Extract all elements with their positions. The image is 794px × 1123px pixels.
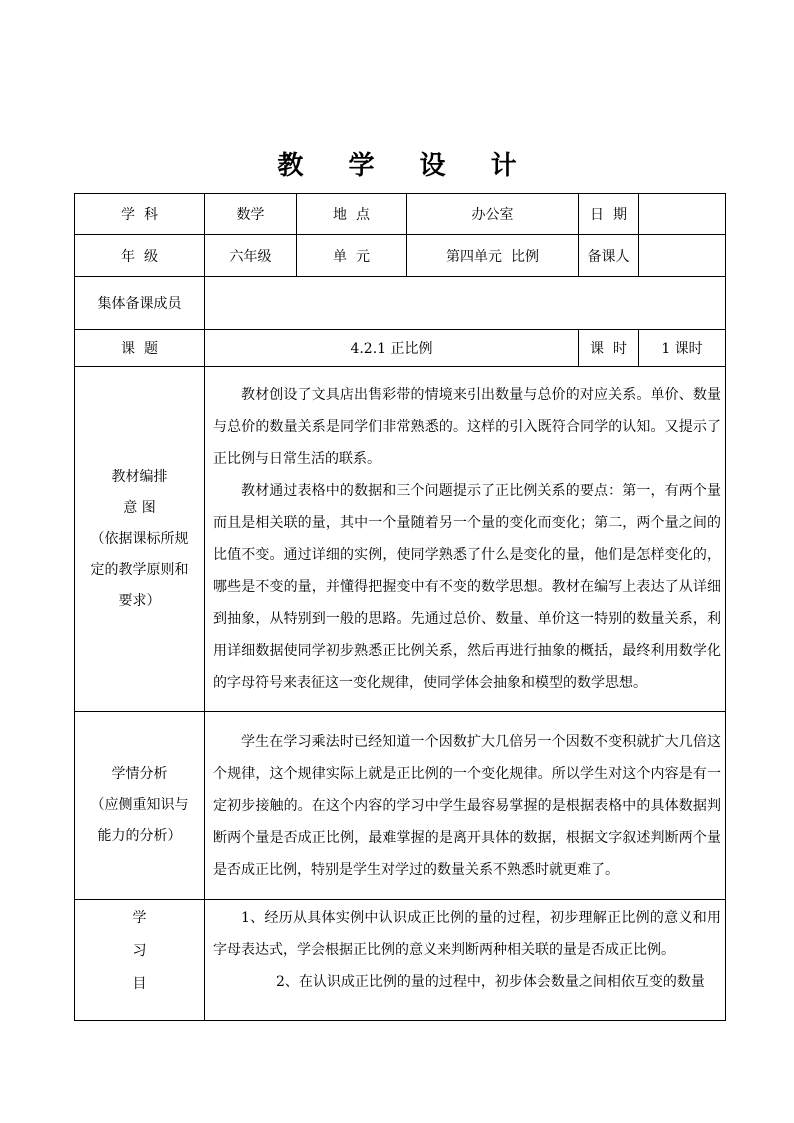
paragraph: 学生在学习乘法时已经知道一个因数扩大几倍另一个因数不变积就扩大几倍这个规律，这个规律实际上就是正比例的一个变化规律。所以学生对这个内容是有一定初步接触的。在这个内容的学习中学生最容易掌握的是根据表格中的具体数据判断两个量是否成正比例，最难掌握的是离开具体的数据，根据文字叙述判断两个量是否成正比例，特别是学生对学过的数量关系不熟悉时就更难了。: [213, 733, 721, 878]
paragraph: 2、在认识成正比例的量的过程中，初步体会数量之间相依互变的数量: [276, 974, 705, 990]
label-line: 能力的分析）: [97, 828, 182, 844]
period-label: 课 时: [579, 330, 639, 367]
paragraph: 教材通过表格中的数据和三个问题提示了正比例关系的要点：第一，有两个量而且是相关联的量，其中一个量随着另一个量的变化而变化；第二，两个量之间的比值不变。通过详细的实例，使同学熟悉了什么是变化的量，他们是怎样变化的，哪些是不变的量，并懂得把握变中有不变的数学思想。教材在编写上表达了从详细到抽象，从特别到一般的思路。先通过总价、数量、单价这一特别的数量关系，利用详细数据使同学初步熟悉正比例关系，然后再进行抽象的概括，最终利用数学化的字母符号来表征这一变化规律，使同学体会抽象和模型的数学思想。: [213, 483, 721, 691]
period-value: 1 课时: [639, 330, 726, 367]
label-line: 学情分析: [111, 766, 168, 782]
learner-analysis-label: [75, 712, 205, 900]
label-line: 目: [132, 976, 147, 992]
label-line: （依据课标所规: [90, 530, 189, 547]
subject-value: 数学: [205, 194, 297, 235]
textbook-intent-label: [75, 367, 205, 712]
paragraph: 1、经历从具体实例中认识成正比例的量的过程，初步理解正比例的意义和用字母表达式，学会根据正比例的意义来判断两种相关联的量是否成正比例。: [213, 910, 721, 958]
row-members: [75, 277, 726, 330]
objectives-content: [205, 900, 726, 1021]
date-value: [639, 194, 726, 235]
location-value: 办公室: [407, 194, 579, 235]
grade-value: 六年级: [205, 235, 297, 277]
lesson-design-table: [74, 193, 726, 1021]
topic-value: 4.2.1 正比例: [205, 330, 579, 367]
row-subject: [75, 194, 726, 235]
unit-label: 单 元: [297, 235, 407, 277]
page-title: 教 学 设 计: [277, 151, 535, 181]
members-label: 集体备课成员: [75, 277, 205, 330]
unit-value: 第四单元 比例: [407, 235, 579, 277]
row-topic: [75, 330, 726, 367]
label-line: 教材编排: [111, 468, 168, 485]
label-line: （应侧重知识与: [90, 797, 189, 813]
learner-analysis-content: [205, 712, 726, 900]
preparer-value: [639, 235, 726, 277]
label-line: 学: [132, 910, 147, 926]
label-line: 意 图: [123, 499, 156, 516]
subject-label: 学 科: [75, 194, 205, 235]
grade-label: 年 级: [75, 235, 205, 277]
objectives-label: [75, 900, 205, 1021]
location-label: 地 点: [297, 194, 407, 235]
row-textbook-intent: [75, 367, 726, 712]
label-line: 定的教学原则和: [90, 561, 189, 578]
paragraph: 教材创设了文具店出售彩带的情境来引出数量与总价的对应关系。单价、数量与总价的数量关系是同学们非常熟悉的。这样的引入既符合同学的认知。又提示了正比例与日常生活的联系。: [213, 387, 721, 467]
row-objectives: [75, 900, 726, 1021]
label-line: 习: [132, 943, 147, 959]
date-label: 日 期: [579, 194, 639, 235]
row-grade: [75, 235, 726, 277]
preparer-label: 备课人: [579, 235, 639, 277]
row-learner-analysis: [75, 712, 726, 900]
label-line: 要求）: [118, 592, 161, 609]
textbook-intent-content: [205, 367, 726, 712]
topic-label: 课 题: [75, 330, 205, 367]
members-value: [205, 277, 726, 330]
